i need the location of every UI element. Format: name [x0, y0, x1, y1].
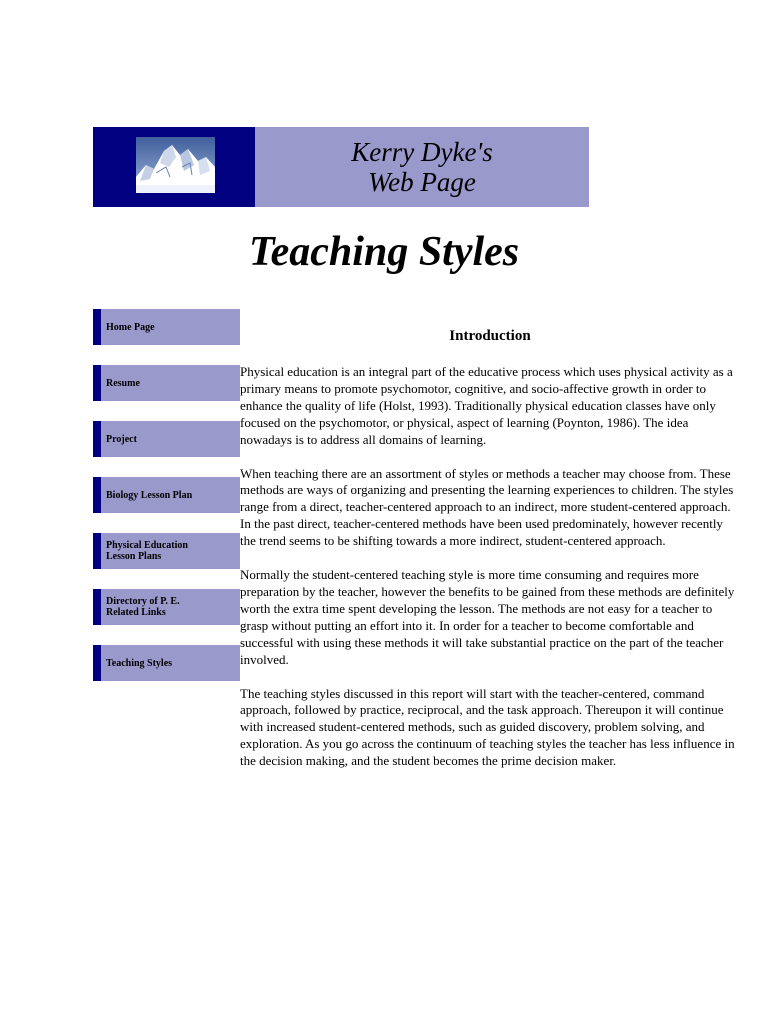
banner-title: [255, 127, 589, 207]
paragraph: Physical education is an integral part of the educative process which uses physical activity as a primary means to promote psychomotor, cognitive, and socio-affective growth in order to enhance the quality of life (Holst, 1993). Traditionally physical education classes have only focused on the psychomotor, or physical, aspect of learning (Poynton, 1986). The idea nowadays is to address all domains of learning.: [240, 364, 733, 447]
nav-item-home-page[interactable]: [93, 309, 240, 345]
paragraph: Normally the student-centered teaching style is more time consuming and requires more preparation by the teacher, however the benefits to be gained from these methods are definitely worth the extra time spent developing the lesson. The methods are not easy for a teacher to grasp without putting an effort into it. In order for a teacher to become comfortable and successful with using these methods it will take substantial practice on the part of the teacher involved.: [240, 567, 735, 667]
banner-title-line2: Web Page: [368, 167, 476, 197]
nav-item-pe-links[interactable]: [93, 589, 240, 625]
nav-item-resume[interactable]: [93, 365, 240, 401]
section-heading: Introduction: [449, 328, 531, 344]
nav-item-label: Directory of P. E. Related Links: [106, 596, 180, 618]
banner-title-line1: Kerry Dyke's: [351, 137, 493, 167]
nav-item-project[interactable]: [93, 421, 240, 457]
paragraph: The teaching styles discussed in this report will start with the teacher-centered, command approach, followed by practice, reciprocal, and the task approach. Thereupon it will continue with increased student-centered methods, such as guided discovery, problem solving, and exploration. As you go across the continuum of teaching styles the teacher has less influence in the decision making, and the student becomes the prime decision maker.: [240, 685, 735, 769]
nav-item-teaching-styles[interactable]: [93, 645, 240, 681]
mountain-photo-icon: [136, 137, 215, 193]
banner-photo-panel: [93, 127, 255, 207]
main-content: [240, 326, 740, 787]
nav-item-label: Teaching Styles: [106, 657, 173, 669]
nav-item-label: Home Page: [106, 321, 155, 333]
header-banner: [93, 127, 589, 207]
nav-item-label: Biology Lesson Plan: [106, 489, 193, 501]
nav-item-label: Project: [106, 433, 137, 445]
nav-item-biology-lesson-plan[interactable]: [93, 477, 240, 513]
nav-item-label: Resume: [106, 377, 140, 389]
page-title: Teaching Styles: [248, 229, 520, 275]
nav-item-label: Physical Education Lesson Plans: [106, 540, 188, 562]
paragraph: When teaching there are an assortment of styles or methods a teacher may choose from. These methods are ways of organizing and presenting the learning experiences to children. The styles range from a direct, teacher-centered approach to an indirect, more student-centered approach. In the past direct, teacher-centered methods have been used predominately, however recently the trend seems to be shifting towards a more indirect, student-centered approach.: [240, 465, 734, 549]
nav-item-pe-lesson-plans[interactable]: [93, 533, 240, 569]
